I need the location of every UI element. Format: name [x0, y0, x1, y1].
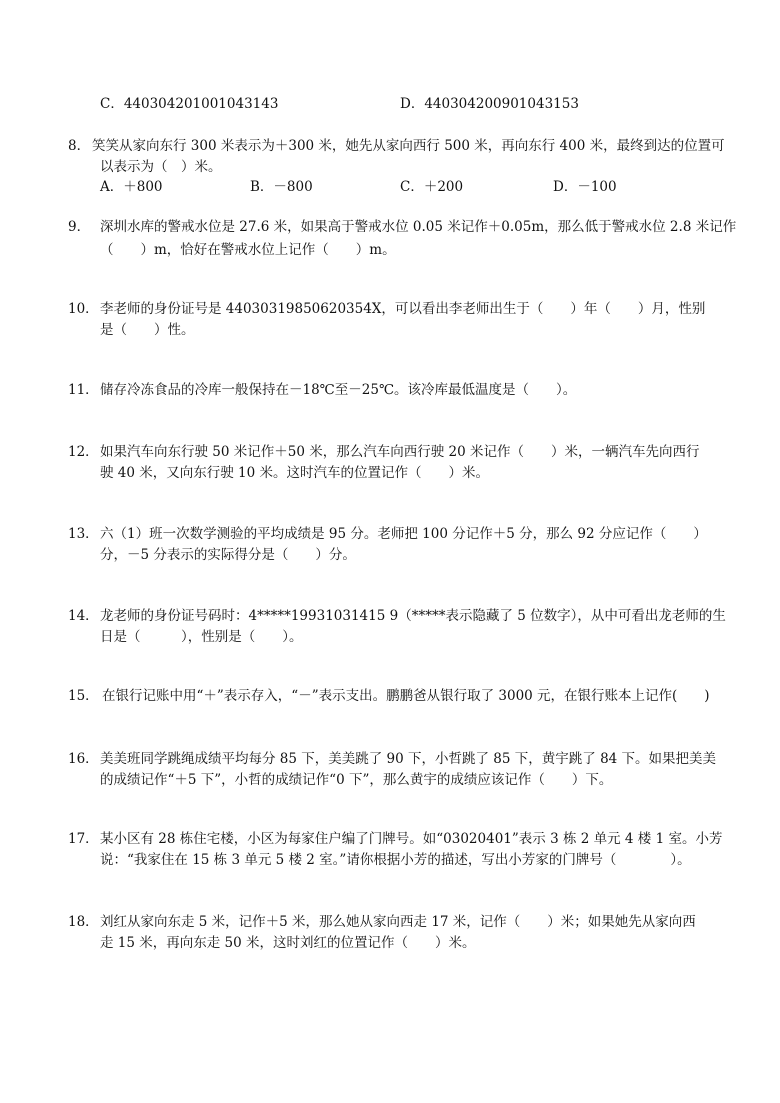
option-c: C．＋200 [400, 179, 464, 195]
question-number: 18． [68, 914, 99, 930]
question-line: 如果汽车向东行驶 50 米记作＋50 米，那么汽车向西行驶 20 米记作（ ）米，一辆汽车先向西行 [100, 444, 700, 460]
option-a: A．＋800 [100, 179, 163, 195]
question-line: 某小区有 28 栋住宅楼，小区为每家住户编了门牌号。如“03020401”表示 3 栋 2 单元 4 楼 1 室。小芳 [100, 831, 723, 847]
option-b: B．－800 [250, 179, 313, 195]
question-number: 11． [68, 382, 99, 398]
question-number: 14． [68, 608, 99, 624]
question-line: 在银行记账中用“＋”表示存入，“－”表示支出。鹏鹏爸从银行取了 3000 元，在银行账本上记作( ) [102, 688, 710, 704]
question-line: 李老师的身份证号是 44030319850620354X，可以看出李老师出生于（ ）年（ ）月，性别 [100, 301, 706, 317]
question-line: 六（1）班一次数学测验的平均成绩是 95 分。老师把 100 分记作＋5 分，那么 92 分应记作（ ） [100, 526, 707, 542]
option-d: D．－100 [553, 179, 617, 195]
question-line: 美美班同学跳绳成绩平均每分 85 下，美美跳了 90 下，小哲跳了 85 下，黄宇跳了 84 下。如果把美美 [100, 751, 717, 767]
question-line: 的成绩记作“＋5 下”，小哲的成绩记作“0 下”，那么黄宇的成绩应该记作（ ）下。 [100, 772, 613, 788]
question-number: 8． [68, 138, 91, 154]
question-line: 驶 40 米，又向东行驶 10 米。这时汽车的位置记作（ ）米。 [100, 465, 490, 481]
question-line: 是（ ）性。 [100, 322, 195, 338]
question-line: 深圳水库的警戒水位是 27.6 米，如果高于警戒水位 0.05 米记作＋0.05m，那么低于警戒水位 2.8 米记作 [100, 219, 737, 235]
question-line: 日是（ ），性别是（ ）。 [100, 629, 303, 645]
question-number: 17． [68, 831, 99, 847]
question-line: 说：“我家住在 15 栋 3 单元 5 楼 2 室。”请你根据小芳的描述，写出小芳家的门牌号（ ）。 [100, 852, 691, 868]
question-line: 走 15 米，再向东走 50 米，这时刘红的位置记作（ ）米。 [100, 935, 476, 951]
question-number: 9． [68, 219, 91, 235]
option-c: C．440304201001043143 [100, 96, 279, 112]
question-line: 笑笑从家向东行 300 米表示为＋300 米，她先从家向西行 500 米，再向东行 400 米，最终到达的位置可 [92, 138, 725, 154]
option-d: D．440304200901043153 [400, 96, 579, 112]
question-line: 分，－5 分表示的实际得分是（ ）分。 [100, 547, 356, 563]
question-number: 15． [68, 688, 99, 704]
question-line: 储存冷冻食品的冷库一般保持在－18℃至－25℃。该冷库最低温度是（ ）。 [100, 382, 577, 398]
question-number: 13． [68, 526, 99, 542]
question-number: 16． [68, 751, 99, 767]
question-number: 12． [68, 444, 99, 460]
question-line: 以表示为（ ）米。 [100, 159, 222, 175]
question-line: （ ）m，恰好在警戒水位上记作（ ）m。 [100, 242, 396, 258]
question-line: 龙老师的身份证号码时：4*****19931031415 9（*****表示隐藏了 5 位数字），从中可看出龙老师的生 [100, 608, 726, 624]
question-line: 刘红从家向东走 5 米，记作＋5 米，那么她从家向西走 17 米，记作（ ）米；如果她先从家向西 [100, 914, 696, 930]
question-number: 10． [68, 301, 99, 317]
